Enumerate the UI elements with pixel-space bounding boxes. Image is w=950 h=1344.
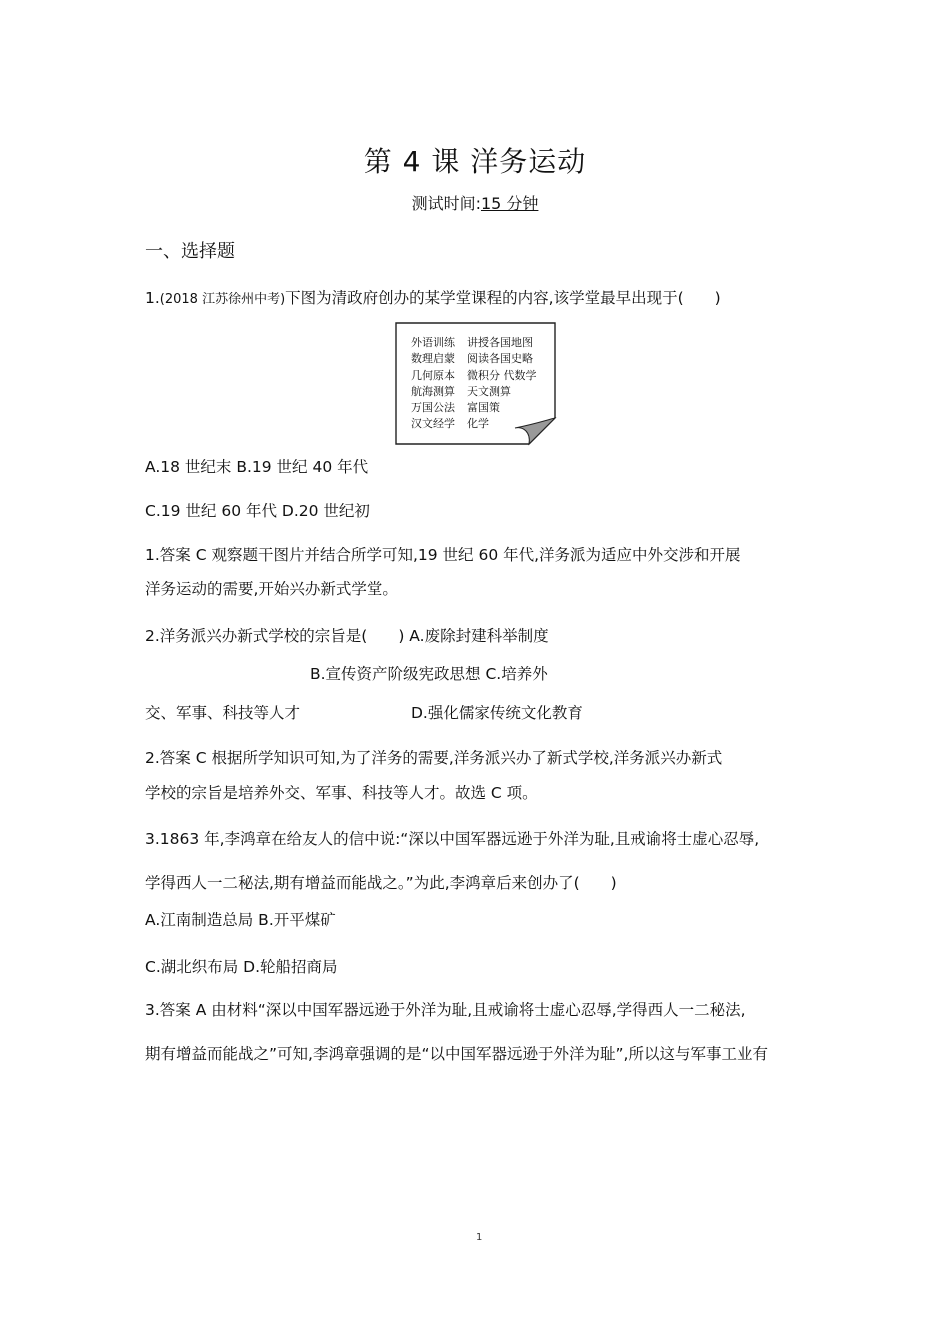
answer-2-line-2: 学校的宗旨是培养外交、军事、科技等人才。故选 C 项。 xyxy=(145,784,538,802)
question-1 xyxy=(145,286,721,308)
page-title: 第 4 课 洋务运动 xyxy=(363,145,587,178)
answer-3-line-1: 3.答案 A 由材料“深以中国军器远逊于外洋为耻,且戒谕将士虚心忍辱,学得西人一二秘法, xyxy=(145,1001,746,1019)
question-1-text: 下图为清政府创办的某学堂课程的内容,该学堂最早出现于( ) xyxy=(285,289,721,307)
curriculum-figure xyxy=(395,322,557,446)
question-3-options-cd: C.湖北织布局 D.轮船招商局 xyxy=(145,958,338,976)
test-time-value: 15 分钟 xyxy=(480,194,539,213)
test-time xyxy=(0,191,950,214)
question-3-line-2: 学得西人一二秘法,期有增益而能战之。”为此,李鸿章后来创办了( ) xyxy=(145,874,617,892)
question-2-line-3a: 交、军事、科技等人才 xyxy=(145,704,301,722)
curriculum-row: 外语训练 讲授各国地图 xyxy=(411,336,533,349)
section-heading: 一、选择题 xyxy=(145,241,235,262)
question-2-line-3b: D.强化儒家传统文化教育 xyxy=(411,704,583,722)
answer-2-line-1: 2.答案 C 根据所学知识可知,为了洋务的需要,洋务派兴办了新式学校,洋务派兴办新式 xyxy=(145,749,723,767)
question-1-source: (2018 江苏徐州中考) xyxy=(159,292,286,307)
question-3-line-1: 3.1863 年,李鸿章在给友人的信中说:“深以中国军器远逊于外洋为耻,且戒谕将士虚心忍辱, xyxy=(145,830,760,848)
curriculum-row: 万国公法 富国策 xyxy=(411,401,500,415)
question-1-options-cd: C.19 世纪 60 年代 D.20 世纪初 xyxy=(145,502,370,520)
answer-3-line-2: 期有增益而能战之”可知,李鸿章强调的是“以中国军器远逊于外洋为耻”,所以这与军事工业有 xyxy=(145,1045,768,1063)
curriculum-row: 数理启蒙 阅读各国史略 xyxy=(411,352,533,366)
question-1-number: 1. xyxy=(145,289,160,307)
question-3-options-ab: A.江南制造总局 B.开平煤矿 xyxy=(145,911,336,929)
curriculum-row: 汉文经学 化学 xyxy=(411,417,489,431)
test-time-label: 测试时间: xyxy=(411,194,481,213)
curriculum-list xyxy=(411,335,537,433)
curriculum-row: 几何原本 微积分 代数学 xyxy=(411,368,537,382)
question-2-line-2: B.宣传资产阶级宪政思想 C.培养外 xyxy=(310,665,548,683)
answer-1-line-1: 1.答案 C 观察题干图片并结合所学可知,19 世纪 60 年代,洋务派为适应中外交涉和开展 xyxy=(145,546,741,564)
curriculum-row: 航海测算 天文测算 xyxy=(411,384,511,398)
answer-1-line-2: 洋务运动的需要,开始兴办新式学堂。 xyxy=(145,580,398,598)
question-1-options-ab: A.18 世纪末 B.19 世纪 40 年代 xyxy=(145,458,369,476)
page-number: 1 xyxy=(476,1232,483,1243)
question-2-line-1: 2.洋务派兴办新式学校的宗旨是( ) A.废除封建科举制度 xyxy=(145,627,549,645)
